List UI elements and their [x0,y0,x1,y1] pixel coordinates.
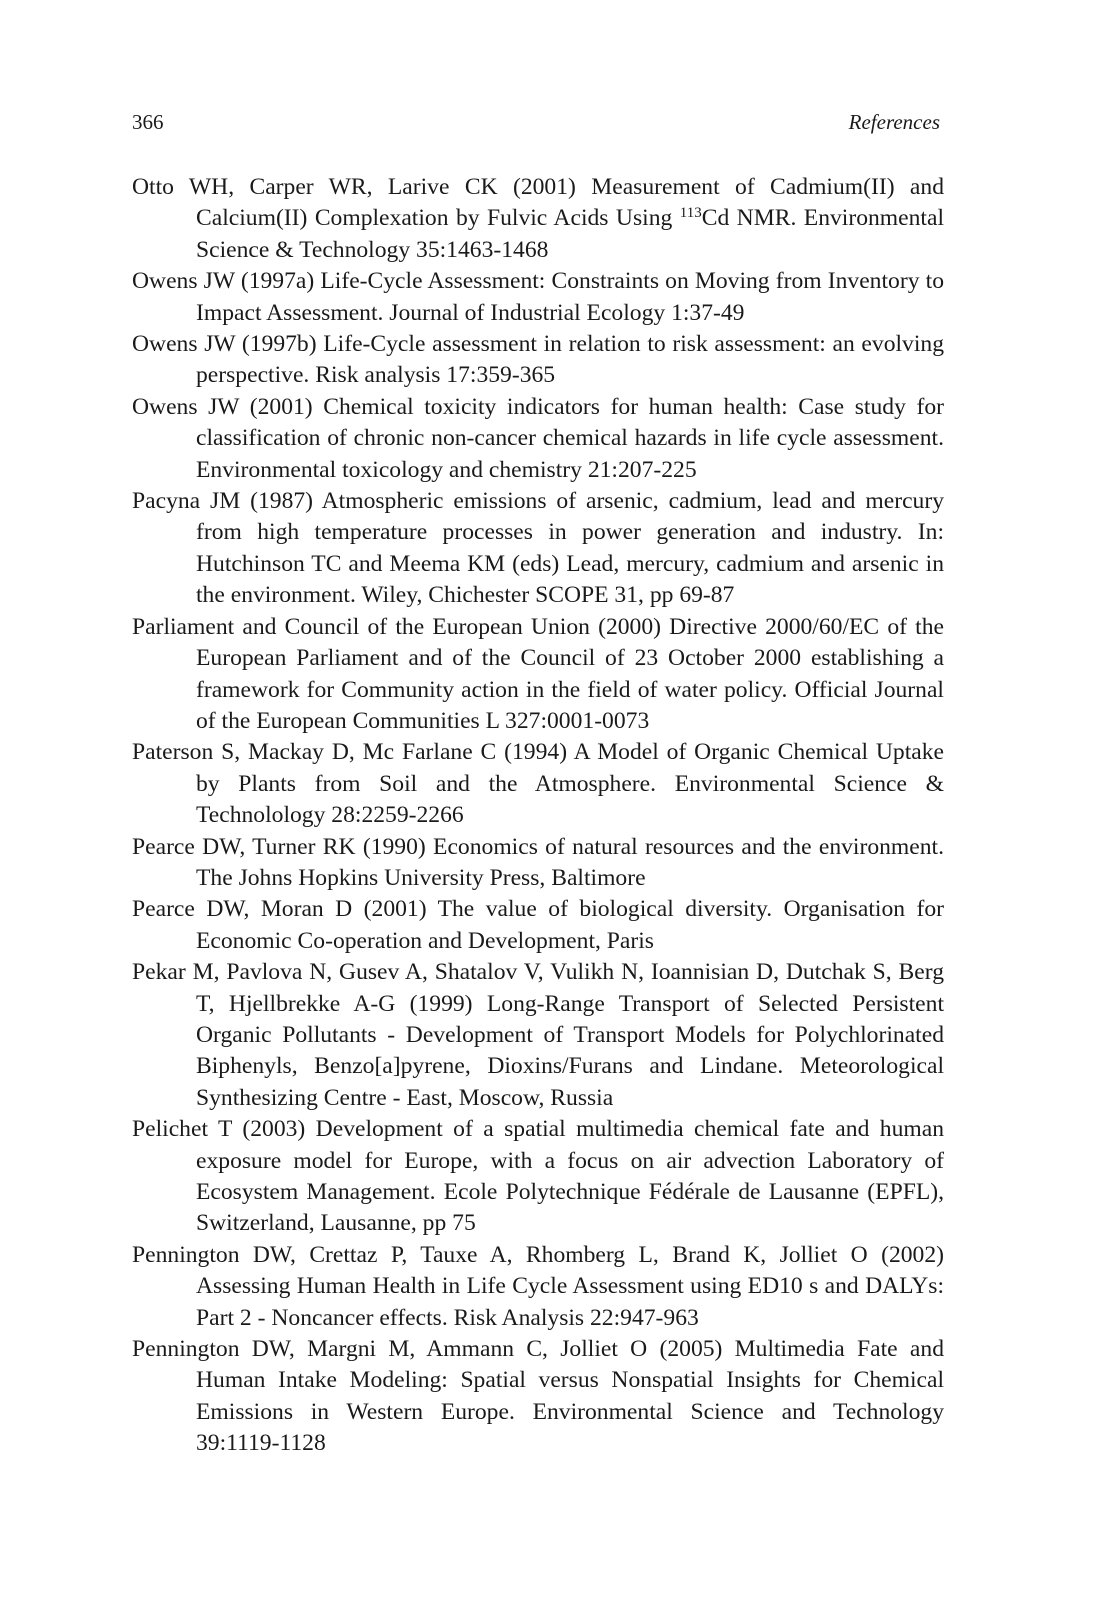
reference-entry: Pearce DW, Turner RK (1990) Economics of natural resources and the environment. The Johns Hopkins University Press, Baltimore [132,833,944,891]
reference-text: Otto WH, Carper WR, Larive CK (2001) Measurement of Cadmium(II) and Calcium(II) Complexation by Fulvic Acids Using [132,174,944,232]
reference-entry: Pekar M, Pavlova N, Gusev A, Shatalov V, Vulikh N, Ioannisian D, Dutchak S, Berg T, Hjellbrekke A-G (1999) Long-Range Transport of Selected Persistent Organic Pollutants - Development of Transport Models for Polychlorinated Biphenyls, Benzo[a]pyrene, Dioxins/Furans and Lindane. Meteorological Synthesizing Centre - East, Moscow, Russia [132,959,944,1111]
reference-list [132,172,944,1460]
reference-entry: Owens JW (1997b) Life-Cycle assessment in relation to risk assessment: an evolving perspective. Risk analysis 17:359-365 [132,331,944,389]
reference-entry: Owens JW (2001) Chemical toxicity indicators for human health: Case study for classification of chronic non-cancer chemical hazards in life cycle assessment. Environmental toxicology and chemistry 21:207-225 [132,393,944,483]
isotope-superscript: 113 [679,205,702,222]
reference-entry: Pacyna JM (1987) Atmospheric emissions of arsenic, cadmium, lead and mercury from high temperature processes in power generation and industry. In: Hutchinson TC and Meema KM (eds) Lead, mercury, cadmium and arsenic in the environment. Wiley, Chichester SCOPE 31, pp 69-87 [132,488,944,609]
reference-entry: Pennington DW, Margni M, Ammann C, Jolliet O (2005) Multimedia Fate and Human Intake Modeling: Spatial versus Nonspatial Insights for Chemical Emissions in Western Europe. Environmental Science and Technology 39:1119-1128 [132,1336,944,1457]
reference-entry: Pearce DW, Moran D (2001) The value of biological diversity. Organisation for Economic Co-operation and Development, Paris [132,896,944,954]
page-header [132,110,940,142]
reference-entry: Pennington DW, Crettaz P, Tauxe A, Rhomberg L, Brand K, Jolliet O (2002) Assessing Human Health in Life Cycle Assessment using ED10 s and DALYs: Part 2 - Noncancer effects. Risk Analysis 22:947-963 [132,1241,944,1331]
reference-entry [132,172,944,266]
reference-entry: Paterson S, Mackay D, Mc Farlane C (1994) A Model of Organic Chemical Uptake by Plants from Soil and the Atmosphere. Environmental Science & Technolology 28:2259-2266 [132,739,944,829]
reference-entry: Owens JW (1997a) Life-Cycle Assessment: Constraints on Moving from Inventory to Impact Assessment. Journal of Industrial Ecology 1:37-49 [132,268,944,326]
page-number: 366 [132,110,164,134]
reference-entry: Parliament and Council of the European Union (2000) Directive 2000/60/EC of the European Parliament and of the Council of 23 October 2000 establishing a framework for Community action in the field of water policy. Official Journal of the European Communities L 327:0001-0073 [132,613,944,734]
reference-entry: Pelichet T (2003) Development of a spatial multimedia chemical fate and human exposure model for Europe, with a focus on air advection Laboratory of Ecosystem Management. Ecole Polytechnique Fédérale de Lausanne (EPFL), Switzerland, Lausanne, pp 75 [132,1116,944,1237]
reference-text: Cd NMR. Environmental Science & Technology 35:1463-1468 [196,205,944,263]
running-title: References [848,110,940,134]
